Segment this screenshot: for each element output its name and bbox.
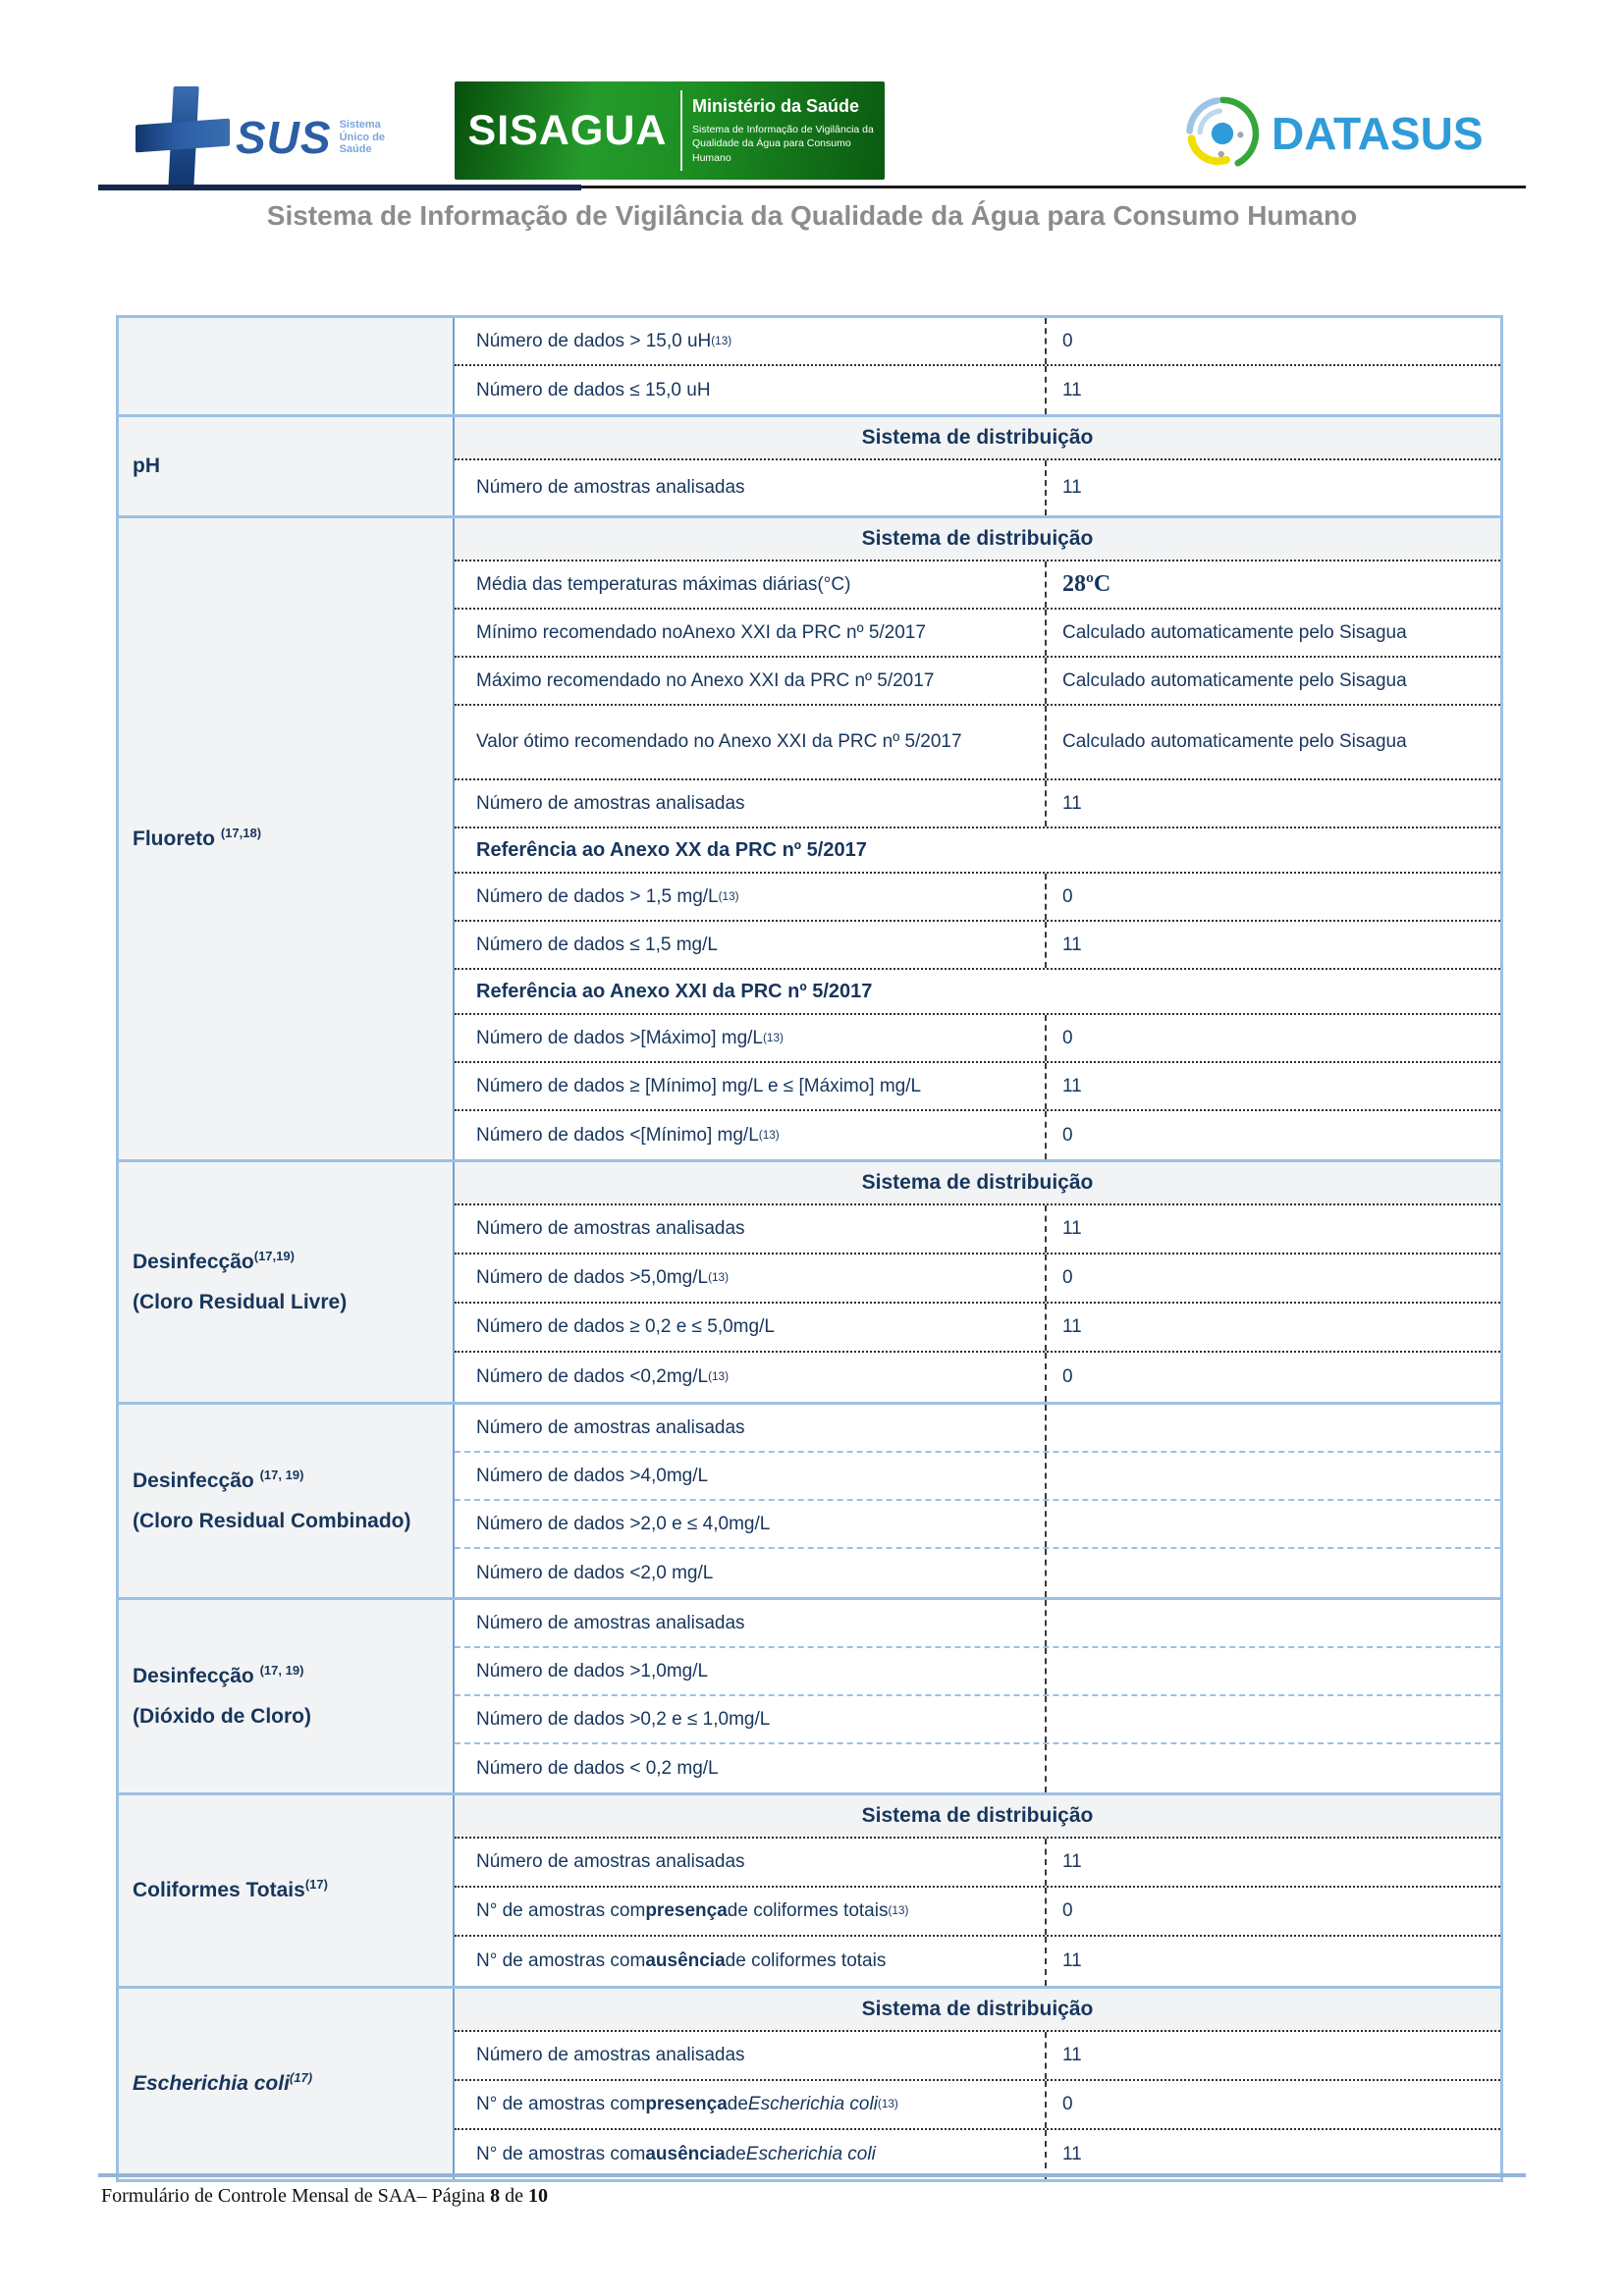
row-value: 0	[1045, 318, 1500, 364]
row-value: 0	[1045, 874, 1500, 920]
datasus-swirl-icon	[1181, 92, 1264, 175]
row-label: Número de dados >4,0mg/L	[476, 1465, 709, 1486]
datasus-logo-text: DATASUS	[1272, 108, 1484, 159]
row-label: Número de amostras analisadas	[476, 1851, 745, 1872]
rows-container	[455, 1989, 1500, 2179]
rows-container	[455, 417, 1500, 515]
row-value: Calculado automaticamente pelo Sisagua	[1045, 658, 1500, 704]
table-row	[455, 874, 1500, 922]
row-value	[1045, 1696, 1500, 1742]
parameter-label: Desinfecção $^{(17, 19)}$	[133, 1467, 304, 1492]
table-row	[455, 561, 1500, 610]
row-label: Número de dados <0,2mg/L (13)	[476, 1366, 729, 1387]
row-value: 0	[1045, 2081, 1500, 2128]
table-row	[455, 780, 1500, 828]
sus-cross-icon	[135, 86, 230, 188]
parameter-label: pH	[133, 454, 160, 478]
rows-container	[455, 1405, 1500, 1597]
row-label: Número de dados >2,0 e ≤ 4,0mg/L	[476, 1513, 771, 1534]
table-row	[455, 1205, 1500, 1255]
row-label: Número de dados ≥ [Mínimo] mg/L e ≤ [Máximo] mg/L	[476, 1075, 922, 1096]
sisagua-subtitle-line2: Qualidade da Água para Consumo Humano	[692, 137, 851, 164]
table-row	[455, 1453, 1500, 1501]
distribution-header-row: Sistema de distribuição	[455, 518, 1500, 561]
row-label: Número de dados >0,2 e ≤ 1,0mg/L	[476, 1708, 771, 1730]
footer-total-pages: 10	[527, 2185, 548, 2207]
table-row	[455, 460, 1500, 515]
row-label: Número de dados ≤ 15,0 uH	[476, 379, 711, 400]
row-label: Número de dados > 1,5 mg/L (13)	[476, 885, 739, 907]
parameter-cell-ph	[119, 417, 455, 515]
parameter-cell-uh-continuation	[119, 318, 455, 414]
distribution-header-row: Sistema de distribuição	[455, 1989, 1500, 2032]
rows-container	[455, 1162, 1500, 1402]
sus-logo	[135, 86, 401, 188]
distribution-header-row: Sistema de distribuição	[455, 417, 1500, 460]
row-label: Número de dados >[Máximo] mg/L (13)	[476, 1027, 784, 1048]
distribution-header-row: Sistema de distribuição	[455, 1162, 1500, 1205]
row-label: Número de dados <[Mínimo] mg/L (13)	[476, 1124, 780, 1146]
row-label: Número de amostras analisadas	[476, 792, 745, 814]
row-value: 0	[1045, 1255, 1500, 1302]
table-row	[455, 1888, 1500, 1937]
row-value	[1045, 1549, 1500, 1597]
parameter-cell-desinfeccao-dioxido-de-cloro	[119, 1600, 455, 1792]
row-value	[1045, 1648, 1500, 1694]
parameter-label: (Cloro Residual Livre)	[133, 1291, 348, 1313]
row-value: 11	[1045, 1304, 1500, 1351]
table-row	[455, 2032, 1500, 2081]
footer-page-number: 8	[490, 2185, 501, 2207]
row-value: 11	[1045, 2130, 1500, 2179]
sus-logo-subtext: Sistema Único de Saúde	[339, 119, 386, 156]
row-label: Número de dados >1,0mg/L	[476, 1660, 709, 1682]
row-value: 11	[1045, 922, 1500, 968]
row-label: Número de dados >5,0mg/L (13)	[476, 1267, 729, 1288]
table-row	[455, 318, 1500, 366]
sisagua-ministry-text: Ministério da Saúde	[692, 96, 860, 117]
row-value	[1045, 1744, 1500, 1792]
table-row	[455, 2081, 1500, 2130]
row-value: 11	[1045, 1205, 1500, 1253]
distribution-header-row: Sistema de distribuição	[455, 1795, 1500, 1839]
table-row	[455, 1600, 1500, 1648]
table-row	[455, 1648, 1500, 1696]
row-value	[1045, 1501, 1500, 1547]
table-row	[455, 1405, 1500, 1453]
row-label: Valor ótimo recomendado no Anexo XXI da PRC nº 5/2017	[476, 731, 962, 752]
section-desinfeccao-dioxido-de-cloro	[116, 1597, 1503, 1795]
water-quality-table	[116, 315, 1503, 2182]
table-row	[455, 1255, 1500, 1304]
parameter-label: (Cloro Residual Combinado)	[133, 1510, 411, 1532]
table-row	[455, 366, 1500, 414]
sisagua-logo-right	[680, 90, 885, 171]
row-value: 11	[1045, 2032, 1500, 2079]
row-label: Número de amostras analisadas	[476, 1612, 745, 1633]
parameter-label: Desinfecção$^{(17,19)}$	[133, 1248, 295, 1273]
table-row	[455, 658, 1500, 706]
row-label: N° de amostras com presença de coliformes totais (13)	[476, 1900, 909, 1921]
table-row	[455, 1501, 1500, 1549]
parameter-cell-fluoreto	[119, 518, 455, 1159]
section-ph	[116, 414, 1503, 518]
parameter-label: (Dióxido de Cloro)	[133, 1705, 311, 1728]
table-row	[455, 1304, 1500, 1353]
table-row	[455, 1744, 1500, 1792]
table-row	[455, 2130, 1500, 2179]
row-value: Calculado automaticamente pelo Sisagua	[1045, 706, 1500, 778]
row-label: Número de dados > 15,0 uH (13)	[476, 330, 732, 351]
parameter-label: Coliformes Totais$^{(17)}$	[133, 1877, 328, 1902]
row-label: Número de dados < 0,2 mg/L	[476, 1757, 719, 1779]
row-value	[1045, 1600, 1500, 1646]
sisagua-subtitle-line1: Sistema de Informação de Vigilância da	[692, 124, 874, 136]
row-label: Número de dados ≥ 0,2 e ≤ 5,0mg/L	[476, 1316, 775, 1337]
row-value: 0	[1045, 1111, 1500, 1159]
page-title: Sistema de Informação de Vigilância da Qualidade da Água para Consumo Humano	[266, 200, 1358, 231]
section-desinfeccao-cloro-residual-combinado	[116, 1402, 1503, 1600]
parameter-cell-desinfeccao-cloro-residual-livre	[119, 1162, 455, 1402]
page-header	[0, 0, 1624, 187]
row-label: N° de amostras com ausência de coliformes totais	[476, 1950, 887, 1971]
section-coliformes-totais	[116, 1792, 1503, 1989]
section-uh-continuation	[116, 315, 1503, 417]
section-fluoreto	[116, 515, 1503, 1162]
row-label: Número de amostras analisadas	[476, 477, 745, 498]
table-row	[455, 922, 1500, 970]
table-row	[455, 706, 1500, 780]
row-label: Número de amostras analisadas	[476, 1218, 745, 1239]
parameter-label: Desinfecção $^{(17, 19)}$	[133, 1662, 304, 1687]
row-value: 11	[1045, 1063, 1500, 1109]
table-row	[455, 1353, 1500, 1402]
row-label: N° de amostras com presença de Escherichia coli (13)	[476, 2094, 898, 2114]
parameter-label: Escherichia coli$^{(17)}$	[133, 2070, 313, 2096]
table-row	[455, 1839, 1500, 1888]
row-value: Calculado automaticamente pelo Sisagua	[1045, 610, 1500, 656]
row-value: 0	[1045, 1015, 1500, 1061]
parameter-cell-coliformes-totais	[119, 1795, 455, 1986]
section-desinfeccao-cloro-residual-livre	[116, 1159, 1503, 1405]
footer-prefix: Formulário de Controle Mensal de SAA– Página	[101, 2185, 491, 2207]
rows-container	[455, 1795, 1500, 1986]
row-value	[1045, 1453, 1500, 1499]
rows-container	[455, 318, 1500, 414]
datasus-logo	[1181, 90, 1520, 177]
table-row	[455, 1937, 1500, 1986]
sisagua-logo-title: SISAGUA	[467, 106, 668, 154]
table-row	[455, 1549, 1500, 1597]
row-label: Média das temperaturas máximas diárias(°C)	[476, 573, 851, 595]
header-divider	[98, 185, 1526, 191]
row-value: 11	[1045, 366, 1500, 414]
row-label: Número de amostras analisadas	[476, 2045, 745, 2065]
row-value: 11	[1045, 460, 1500, 515]
table-row	[455, 1063, 1500, 1111]
row-label: Número de amostras analisadas	[476, 1416, 745, 1438]
parameter-cell-escherichia-coli	[119, 1989, 455, 2179]
rows-container	[455, 1600, 1500, 1792]
row-value: 11	[1045, 1839, 1500, 1886]
row-label: Mínimo recomendado noAnexo XXI da PRC nº 5/2017	[476, 621, 926, 643]
table-row	[455, 1111, 1500, 1159]
reference-header-row: Referência ao Anexo XX da PRC nº 5/2017	[455, 828, 1500, 874]
parameter-label: Fluoreto $^{(17,18)}$	[133, 825, 262, 850]
row-label: Número de dados <2,0 mg/L	[476, 1562, 714, 1583]
parameter-cell-desinfeccao-cloro-residual-combinado	[119, 1405, 455, 1597]
sus-logo-text: SUS	[236, 112, 332, 163]
row-label: N° de amostras com ausência de Escherichia coli	[476, 2144, 876, 2164]
row-value	[1045, 1405, 1500, 1451]
row-label: Máximo recomendado no Anexo XXI da PRC nº 5/2017	[476, 669, 935, 691]
footer-text	[101, 2185, 548, 2208]
row-value: 11	[1045, 1937, 1500, 1986]
row-value: 0	[1045, 1888, 1500, 1935]
sisagua-logo	[455, 81, 885, 180]
section-escherichia-coli	[116, 1986, 1503, 2182]
table-row	[455, 1696, 1500, 1744]
row-value: 28ºC	[1045, 561, 1500, 608]
rows-container	[455, 518, 1500, 1159]
table-row	[455, 1015, 1500, 1063]
row-value: 11	[1045, 780, 1500, 827]
table-row	[455, 610, 1500, 658]
row-label: Número de dados ≤ 1,5 mg/L	[476, 934, 718, 955]
row-value: 0	[1045, 1353, 1500, 1402]
reference-header-row: Referência ao Anexo XXI da PRC nº 5/2017	[455, 970, 1500, 1015]
footer-connector: de	[500, 2185, 528, 2207]
footer-divider	[98, 2173, 1526, 2177]
